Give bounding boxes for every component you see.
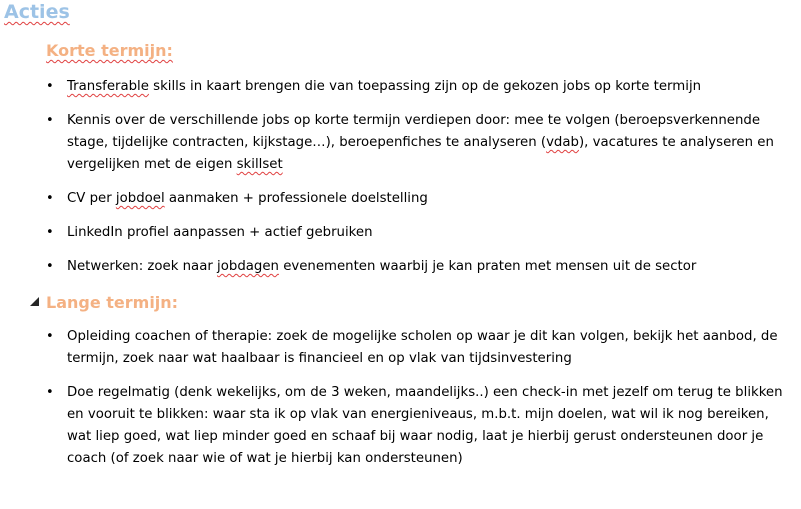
list-item-text: Doe regelmatig (denk wekelijks, om de 3 weken, maandelijks..) een check-in met jezelf om terug te blikken en vooruit te blikken: waar sta ik op vlak van energieniveaus, m.b.t. mijn doelen, wat wil ik nog bereiken, wat liep goed, wat liep minder goed en schaaf bij waar nodig, laat je hierbij gerust ondersteunen door je coach (of zoek naar wie of wat je hierbij kan ondersteunen) bbox=[67, 385, 783, 466]
list-item-text: evenementen waarbij je kan praten met mensen uit de sector bbox=[278, 259, 697, 274]
list-item-text: aanmaken + professionele doelstelling bbox=[164, 191, 428, 206]
list-item-text: skillset bbox=[236, 157, 283, 172]
list-item-text: Kennis over de verschillende jobs op korte termijn verdiepen door: mee te volgen (beroepsverkennende stage, tijdelijke contracten, kijkstage…), beroepenfiches te analyseren ( bbox=[67, 113, 761, 150]
list-item bbox=[46, 256, 786, 278]
list-item bbox=[46, 110, 786, 176]
list-item-text: Netwerken: zoek naar bbox=[67, 259, 218, 274]
list-item-text: jobdagen bbox=[217, 259, 279, 274]
list-item bbox=[46, 326, 786, 370]
list-item bbox=[46, 382, 786, 470]
list-item-text: Opleiding coachen of therapie: zoek de mogelijke scholen op waar je dit kan volgen, bekijk het aanbod, de termijn, zoek naar wat haalbaar is financieel en op vlak van tijdsinvestering bbox=[67, 329, 778, 366]
list-item bbox=[46, 76, 786, 98]
list-item-text: vdab bbox=[546, 135, 579, 150]
list-item bbox=[46, 222, 786, 244]
list-item-text: ), vacatures te analyseren en vergelijken met de eigen bbox=[67, 135, 774, 172]
list-item-text: skills in kaart brengen die van toepassing zijn op de gekozen jobs op korte termijn bbox=[148, 79, 702, 94]
list-item-text: LinkedIn profiel aanpassen + actief gebruiken bbox=[67, 225, 373, 240]
collapse-triangle-icon[interactable] bbox=[30, 297, 39, 306]
page-title: Acties bbox=[4, 1, 70, 23]
korte-termijn-list bbox=[46, 76, 786, 290]
list-item-text: Transferable bbox=[67, 79, 149, 94]
section-heading-korte-termijn bbox=[46, 41, 173, 60]
list-item bbox=[46, 188, 786, 210]
section-heading-lange-termijn: Lange termijn: bbox=[46, 293, 179, 312]
heading-text: Korte termijn: bbox=[46, 41, 173, 60]
lange-termijn-list bbox=[46, 326, 786, 482]
list-item-text: CV per bbox=[67, 191, 116, 206]
list-item-text: jobdoel bbox=[115, 191, 165, 206]
